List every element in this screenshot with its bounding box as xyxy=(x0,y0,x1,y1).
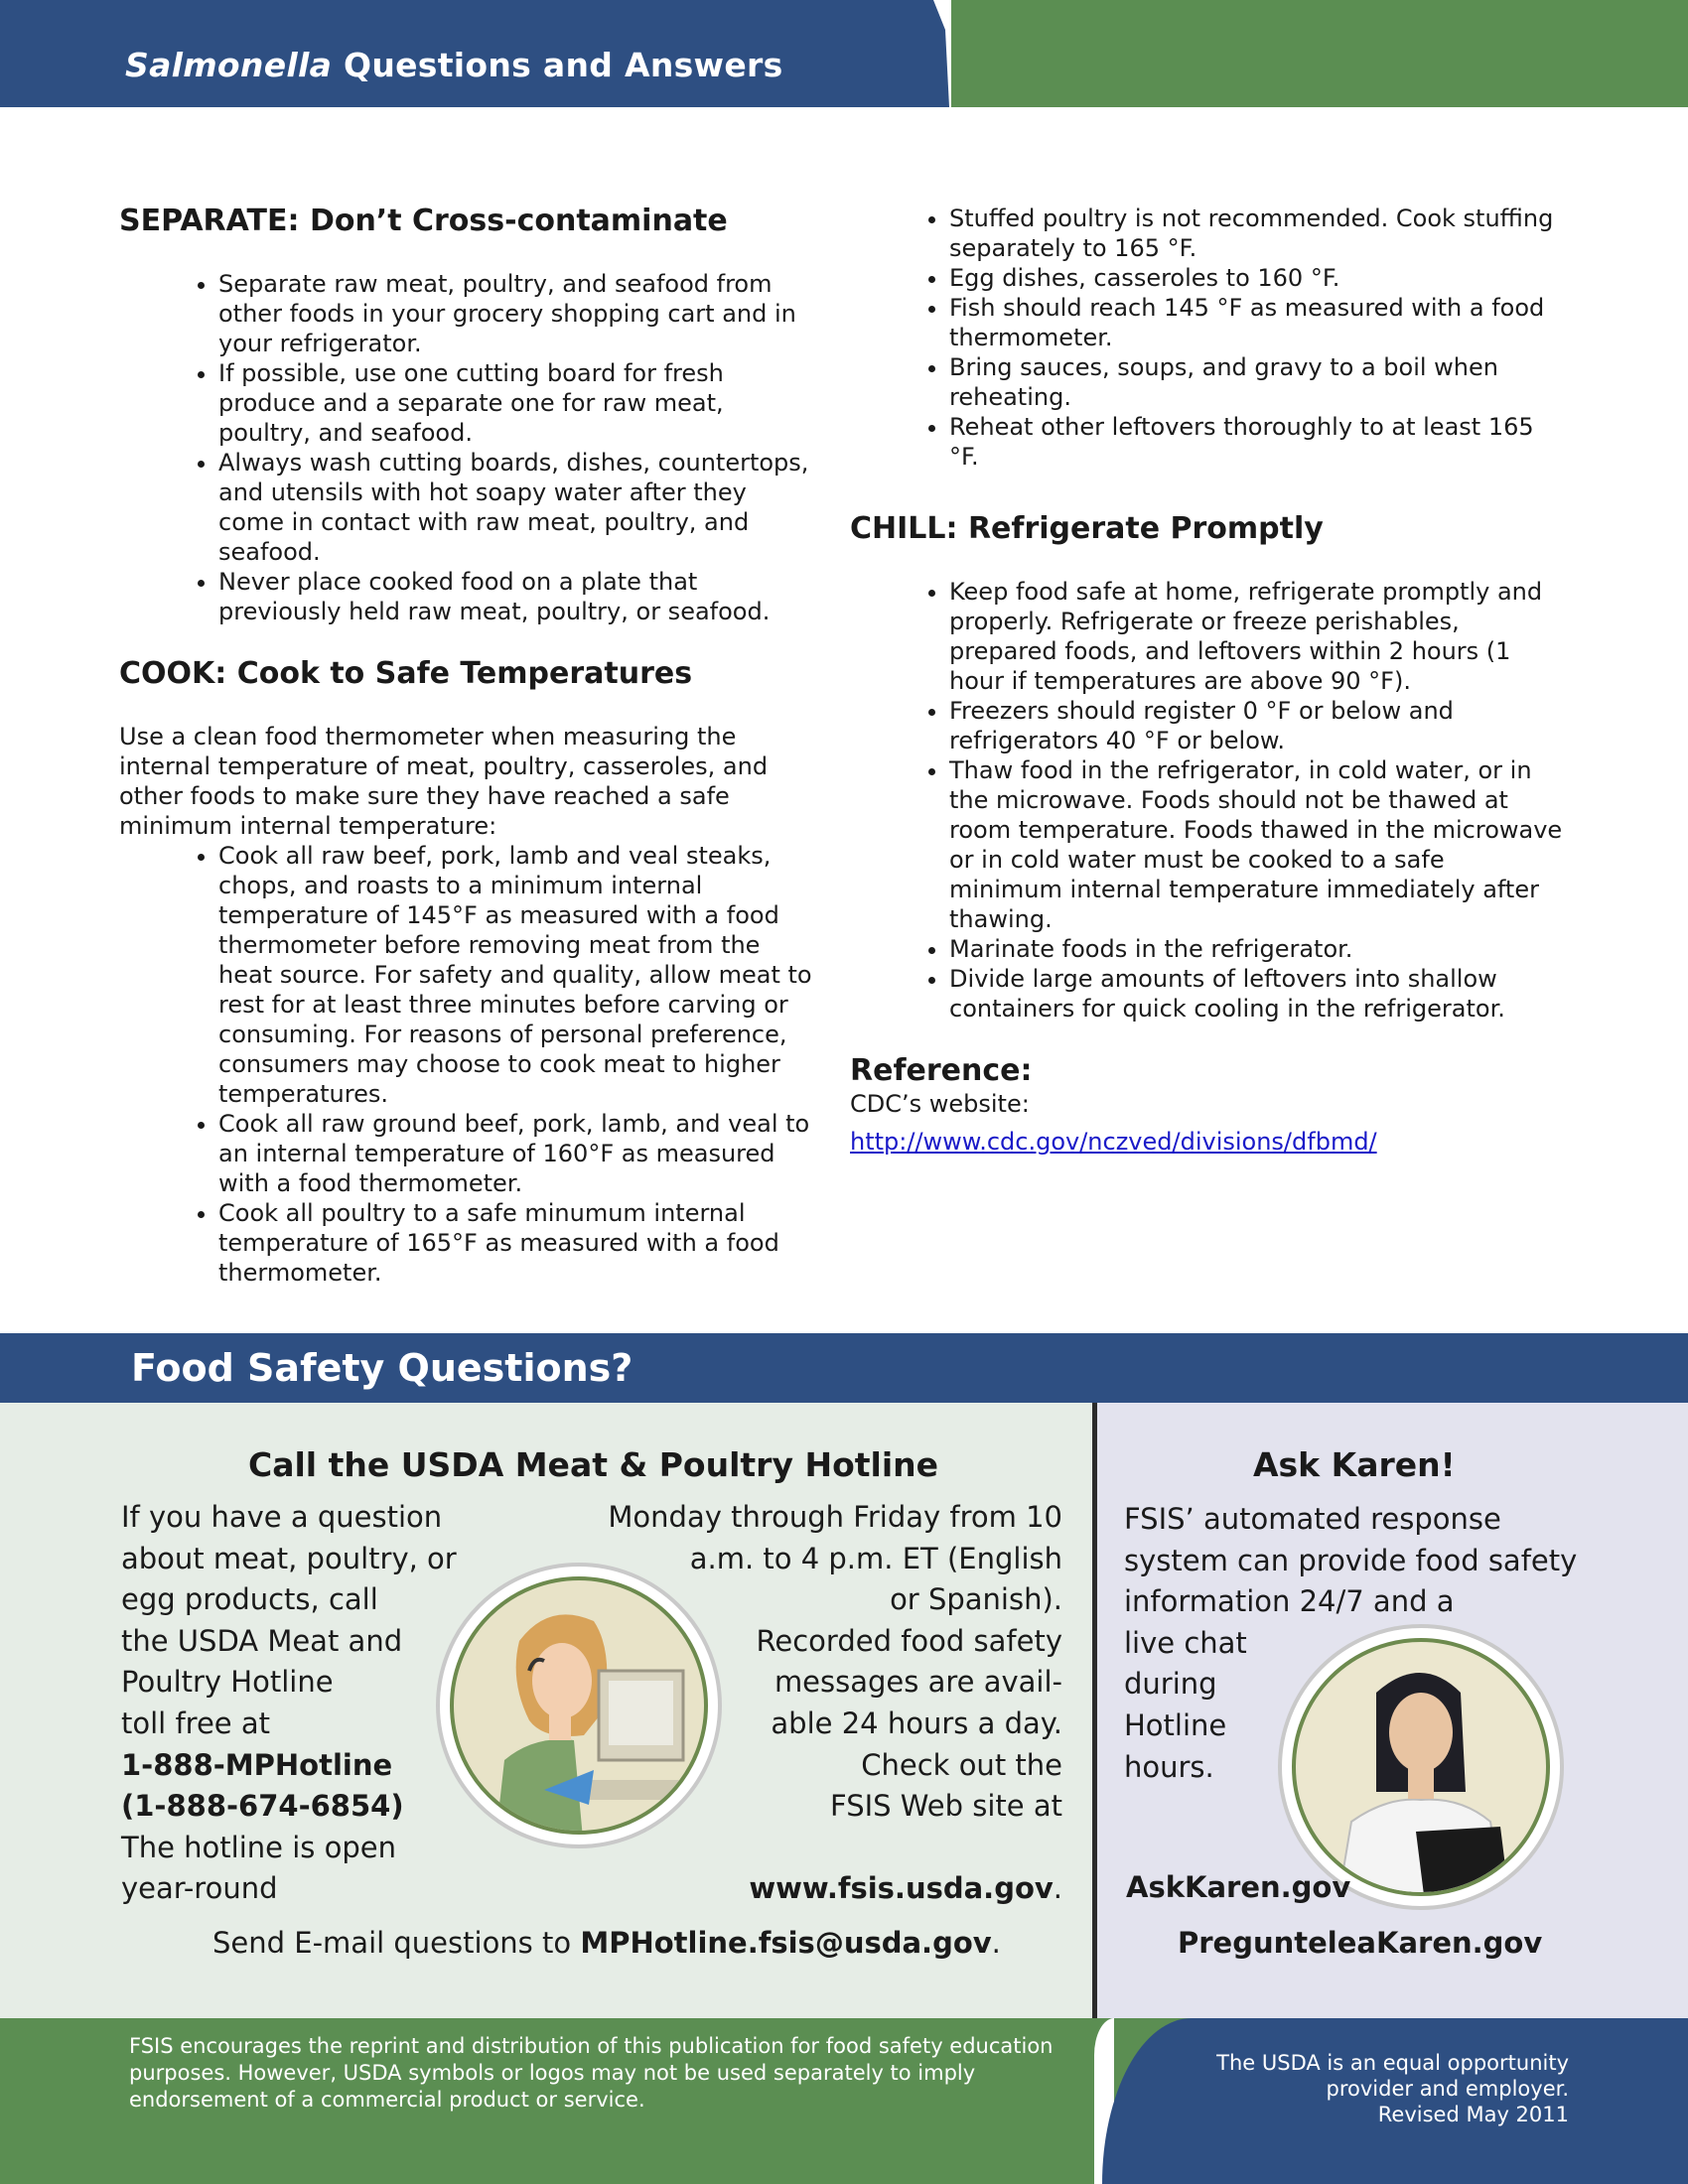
list-item: • Freezers should register 0 °F or below and refrigerators 40 °F or below. xyxy=(949,696,1565,755)
right-column xyxy=(850,204,1565,1157)
reference-heading: Reference: xyxy=(850,1053,1033,1088)
text-line: Check out the xyxy=(861,1747,1062,1782)
text-line: hours. xyxy=(1124,1749,1214,1784)
footer-eeo xyxy=(1142,2050,1569,2127)
punctuation: . xyxy=(991,1926,1001,1960)
list-item: • Fish should reach 145 °F as measured with a food thermometer. xyxy=(949,293,1565,352)
list-item: • Separate raw meat, poultry, and seafood from other foods in your grocery shopping cart and in your refrigerator. xyxy=(218,269,814,358)
text-line: Recorded food safety xyxy=(756,1623,1062,1658)
list-item: • Cook all raw beef, pork, lamb and veal steaks, chops, and roasts to a minimum internal temperature of 145°F as measured with a food thermometer before removing meat from the heat source. For safety and quality, allow meat to rest for at least three minutes before carving or consuming. For reasons of personal preference, consumers may choose to cook meat to higher temperatures. xyxy=(218,841,814,1109)
left-column xyxy=(119,204,814,1288)
text-line: messages are avail- xyxy=(774,1665,1062,1700)
hotline-title: Call the USDA Meat & Poultry Hotline xyxy=(248,1445,939,1484)
text-line: or Spanish). xyxy=(890,1582,1062,1617)
text-line: during xyxy=(1124,1667,1217,1702)
reference-text: CDC’s website: xyxy=(850,1090,1030,1118)
text-line: about meat, poultry, or xyxy=(121,1541,457,1575)
text-line: egg products, call xyxy=(121,1582,378,1617)
footer-disclaimer: FSIS encourages the reprint and distribution of this publication for food safety education purposes. However, USDA symbols or logos may not be used separately to imply endorsement of a commercial product or service. xyxy=(129,2034,1054,2112)
hotline-operator-illustration xyxy=(435,1562,723,1849)
list-item: • If possible, use one cutting board for fresh produce and a separate one for raw meat, poultry, and seafood. xyxy=(218,358,814,448)
text-line: the USDA Meat and xyxy=(121,1623,403,1658)
preguntele-a-karen-link[interactable]: PregunteleaKaren.gov xyxy=(1178,1926,1543,1960)
list-item: • Cook all poultry to a safe minumum internal temperature of 165°F as measured with a food thermometer. xyxy=(218,1198,814,1288)
cook-list-continued xyxy=(850,204,1565,472)
text-line: Poultry Hotline xyxy=(121,1665,334,1700)
email-prefix: Send E-mail questions to xyxy=(212,1926,581,1960)
header-bar-green xyxy=(951,0,1688,107)
text-line: FSIS’ automated response xyxy=(1124,1502,1501,1536)
fsis-website-link[interactable]: www.fsis.usda.gov xyxy=(749,1870,1054,1905)
cook-heading: COOK: Cook to Safe Temperatures xyxy=(119,656,693,691)
list-item: • Always wash cutting boards, dishes, countertops, and utensils with hot soapy water after they come in contact with raw meat, poultry, and seafood. xyxy=(218,448,814,567)
hotline-email-link[interactable]: MPHotline.fsis@usda.gov xyxy=(580,1926,992,1960)
text-line: Monday through Friday from 10 xyxy=(608,1500,1062,1534)
text-line: year-round xyxy=(121,1871,278,1906)
list-item: • Cook all raw ground beef, pork, lamb, and veal to an internal temperature of 160°F as measured with a food thermometer. xyxy=(218,1109,814,1198)
text-line: live chat xyxy=(1124,1625,1247,1660)
punctuation: . xyxy=(1053,1870,1062,1905)
hotline-phone-numeric: (1-888-674-6854) xyxy=(121,1789,404,1824)
list-item: • Never place cooked food on a plate that previously held raw meat, poultry, or seafood. xyxy=(218,567,814,626)
text-line: information 24/7 and a xyxy=(1124,1584,1455,1619)
list-item: • Bring sauces, soups, and gravy to a boil when reheating. xyxy=(949,352,1565,412)
separate-list xyxy=(119,269,814,626)
list-item: • Marinate foods in the refrigerator. xyxy=(949,934,1565,964)
text-line: FSIS Web site at xyxy=(830,1789,1062,1824)
list-item: • Stuffed poultry is not recommended. Cook stuffing separately to 165 °F. xyxy=(949,204,1565,263)
text-line: provider and employer. xyxy=(1326,2077,1569,2101)
text-line: Hotline xyxy=(1124,1707,1227,1742)
cook-list xyxy=(119,841,814,1288)
revision-date: Revised May 2011 xyxy=(1377,2103,1569,2126)
ask-karen-link[interactable]: AskKaren.gov xyxy=(1126,1870,1351,1904)
food-safety-title: Food Safety Questions? xyxy=(131,1346,633,1390)
separate-heading: SEPARATE: Don’t Cross-contaminate xyxy=(119,204,728,238)
ask-karen-title: Ask Karen! xyxy=(1253,1445,1456,1484)
list-item: • Divide large amounts of leftovers into shallow containers for quick cooling in the refrigerator. xyxy=(949,964,1565,1024)
text-line: system can provide food safety xyxy=(1124,1543,1578,1577)
ask-karen-illustration xyxy=(1277,1623,1565,1911)
website-line xyxy=(596,1868,1062,1910)
text-line: toll free at xyxy=(121,1706,270,1740)
text-line: The USDA is an equal opportunity xyxy=(1216,2051,1569,2075)
list-item: • Keep food safe at home, refrigerate promptly and properly. Refrigerate or freeze perishables, prepared foods, and leftovers within 2 hours (1 hour if temperatures are above 90 °F). xyxy=(949,577,1565,696)
text-line: a.m. to 4 p.m. ET (English xyxy=(689,1541,1062,1575)
email-line xyxy=(212,1926,1001,1960)
chill-heading: CHILL: Refrigerate Promptly xyxy=(850,511,1324,546)
text-line: The hotline is open xyxy=(121,1830,396,1864)
list-item: • Reheat other leftovers thoroughly to at least 165 °F. xyxy=(949,412,1565,472)
list-item: • Egg dishes, casseroles to 160 °F. xyxy=(949,263,1565,293)
page-title: Salmonella Questions and Answers xyxy=(125,46,783,84)
cook-intro: Use a clean food thermometer when measuring the internal temperature of meat, poultry, casseroles, and other foods to make sure they have reached a safe minimum internal temperature: xyxy=(119,723,769,840)
text-line: If you have a question xyxy=(121,1500,443,1534)
hotline-phone: 1-888-MPHotline xyxy=(121,1747,393,1782)
cdc-link[interactable]: http://www.cdc.gov/nczved/divisions/dfbmd/ xyxy=(850,1128,1377,1156)
hotline-left-text xyxy=(121,1497,479,1910)
list-item: • Thaw food in the refrigerator, in cold water, or in the microwave. Foods should not be thawed at room temperature. Foods thawed in the microwave or in cold water must be cooked to a safe minimum internal temperature immediately after thawing. xyxy=(949,755,1565,934)
chill-list xyxy=(850,577,1565,1024)
text-line: able 24 hours a day. xyxy=(771,1706,1062,1740)
